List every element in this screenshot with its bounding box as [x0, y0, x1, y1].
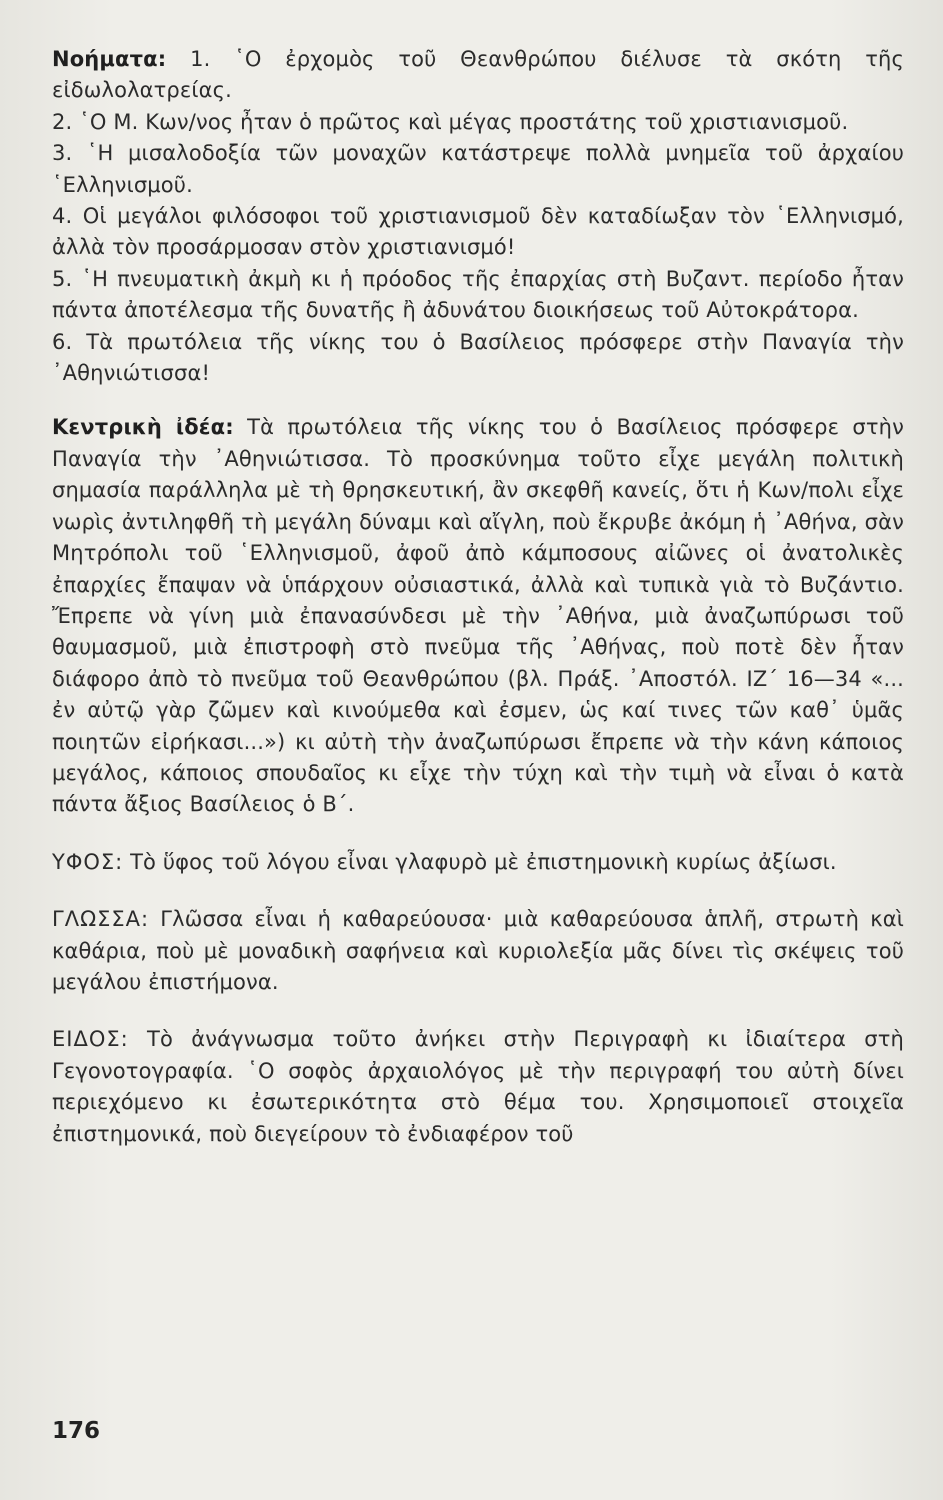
- yfos-label: ΥΦΟΣ:: [52, 849, 124, 874]
- noimata-label: Νοήματα:: [52, 47, 167, 71]
- noimata-item-3: 3. ῾Η μισαλοδοξία τῶν μοναχῶν κατάστρεψε πολλὰ μνημεῖα τοῦ ἀρχαίου ῾Ελληνισμοῦ.: [52, 141, 904, 197]
- yfos-paragraph: ΥΦΟΣ: Τὸ ὕφος τοῦ λόγου εἶναι γλαφυρὸ μὲ ἐπιστημονικὴ κυρίως ἀξίωσι.: [52, 849, 837, 874]
- kentriki-idea-paragraph: Κεντρικὴ ἰδέα: Τὰ πρωτόλεια τῆς νίκης του ὁ Βασίλειος πρόσφερε στὴν Παναγία τὴν ᾿Αθηνιώτισσα. Τὸ προσκύνημα τοῦτο εἶχε μεγάλη πολιτικὴ σημασία παράλληλα μὲ τὴ θρησκευτική, ἂν σκεφθῆ κανείς, ὅτι ἡ Κων/πολι εἶχε νωρὶς ἀντιληφθῆ τὴ μεγάλη δύναμι καὶ αἴγλη, ποὺ ἔκρυβε ἀκόμη ἡ ᾿Αθήνα, σὰν Μητρόπολι τοῦ ῾Ελληνισμοῦ, ἀφοῦ ἀπὸ κάμποσους αἰῶνες οἱ ἀνατολικὲς ἐπαρχίες ἔπαψαν νὰ ὑπάρχουν οὐσιαστικά, ἀλλὰ καὶ τυπικὰ γιὰ τὸ Βυζάντιο. Ἔπρεπε νὰ γίνη μιὰ ἐπανασύνδεσι μὲ τὴν ᾿Αθήνα, μιὰ ἀναζωπύρωσι τοῦ θαυμασμοῦ, μιὰ ἐπιστροφὴ στὸ πνεῦμα τῆς ᾿Αθήνας, ποὺ ποτὲ δὲν ἦταν διάφορο ἀπὸ τὸ πνεῦμα τοῦ Θεανθρώπου (βλ. Πράξ. ᾿Αποστόλ. ΙΖ΄ 16—34 «... ἐν αὐτῷ γὰρ ζῶμεν καὶ κινούμεθα καὶ ἐσμεν, ὡς καί τινες τῶν καθ᾿ ὑμᾶς ποιητῶν εἰρήκασι...») κι αὐτὴ τὴν ἀναζωπύρωσι ἔπρεπε νὰ τὴν κάνη κάποιος μεγάλος, κάποιος σπουδαῖος κι εἶχε τὴν τύχη καὶ τὴν τιμὴ νὰ εἶναι ὁ κατὰ πάντα ἄξιος Βασίλειος ὁ Β΄.: [52, 415, 904, 817]
- noimata-item-5: 5. ῾Η πνευματικὴ ἀκμὴ κι ἡ πρόοδος τῆς ἐπαρχίας στὴ Βυζαντ. περίοδο ἦταν πάντα ἀποτέλεσμα τῆς δυνατῆς ἢ ἀδυνάτου διοικήσεως τοῦ Αὐτοκράτορα.: [52, 266, 904, 323]
- kentriki-idea-label: Κεντρικὴ ἰδέα:: [52, 415, 234, 440]
- eidos-paragraph: ΕΙΔΟΣ: Τὸ ἀνάγνωσμα τοῦτο ἀνήκει στὴν Περιγραφὴ κι ἰδιαίτερα στὴ Γεγονοτογραφία. ῾Ο σοφὸς ἀρχαιολόγος μὲ τὴν περιγραφή του αὐτὴ δίνει περιεχόμενο κι ἐσωτερικότητα στὸ θέμα του. Χρησιμοποιεῖ στοιχεῖα ἐπιστημονικά, ποὺ διεγείρουν τὸ ἐνδιαφέρον τοῦ: [52, 1027, 905, 1146]
- noimata-item-1: Νοήματα: 1. ῾Ο ἐρχομὸς τοῦ Θεανθρώπου διέλυσε τὰ σκότη τῆς εἰδωλολατρείας.: [52, 47, 904, 103]
- page-number: 176: [52, 1418, 101, 1444]
- glossa-paragraph: ΓΛΩΣΣΑ: Γλῶσσα εἶναι ἡ καθαρεύουσα· μιὰ καθαρεύουσα ἁπλῆ, στρωτὴ καὶ καθάρια, ποὺ μὲ μοναδικὴ σαφήνεια καὶ κυριολεξία μᾶς δίνει τὶς σκέψεις τοῦ μεγάλου ἐπιστήμονα.: [52, 907, 904, 994]
- glossa-label: ΓΛΩΣΣΑ:: [52, 907, 150, 932]
- noimata-item-6: 6. Τὰ πρωτόλεια τῆς νίκης του ὁ Βασίλειος πρόσφερε στὴν Παναγία τὴν ᾿Αθηνιώτισσα!: [52, 329, 904, 386]
- noimata-item-4: 4. Οἱ μεγάλοι φιλόσοφοι τοῦ χριστιανισμοῦ δὲν καταδίωξαν τὸν ῾Ελληνισμό, ἀλλὰ τὸν προσάρμοσαν στὸν χριστιανισμό!: [52, 204, 904, 260]
- page-body: [52, 44, 904, 1150]
- eidos-label: ΕΙΔΟΣ:: [52, 1027, 129, 1052]
- noimata-item-2: 2. ῾Ο Μ. Κων/νος ἦταν ὁ πρῶτος καὶ μέγας προστάτης τοῦ χριστιανισμοῦ.: [52, 109, 849, 134]
